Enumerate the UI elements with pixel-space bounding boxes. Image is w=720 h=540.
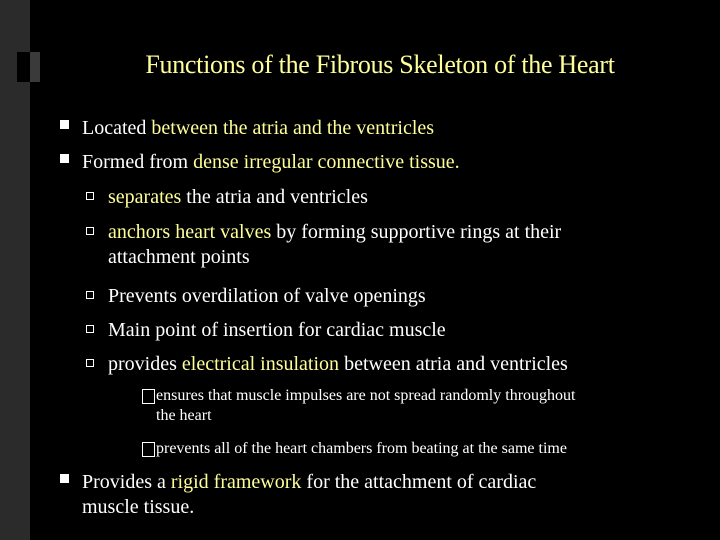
bullet-framework: Provides a rigid framework for the attachment of cardiac muscle tissue. [60,470,536,520]
hollow-bullet-icon [86,192,94,200]
square-bullet-icon [60,474,69,483]
hollow-bullet-icon [86,359,94,367]
sub-bullet-separates: separates the atria and ventricles [86,185,368,210]
missing-glyph-icon [142,389,155,404]
sub-bullet-insulation: provides electrical insulation between atria and ventricles [86,352,568,377]
title-marker-shadow [30,52,40,82]
hollow-bullet-icon [86,227,94,235]
bullet-formed: Formed from dense irregular connective tissue. [60,150,460,175]
detail-ensures: ensures that muscle impulses are not spread randomly throughout the heart [142,386,575,426]
square-bullet-icon [60,154,69,163]
sub-bullet-overdilation: Prevents overdilation of valve openings [86,284,426,309]
hollow-bullet-icon [86,325,94,333]
missing-glyph-icon [142,442,155,457]
square-bullet-icon [60,120,69,129]
title-marker [17,52,30,82]
detail-prevents: prevents all of the heart chambers from beating at the same time [142,439,567,459]
hollow-bullet-icon [86,291,94,299]
sub-bullet-insertion: Main point of insertion for cardiac muscle [86,318,446,343]
slide-title: Functions of the Fibrous Skeleton of the Heart [145,50,615,79]
bullet-located: Located between the atria and the ventricles [60,116,434,141]
sub-bullet-anchors: anchors heart valves by forming supportive rings at their attachment points [86,220,561,270]
